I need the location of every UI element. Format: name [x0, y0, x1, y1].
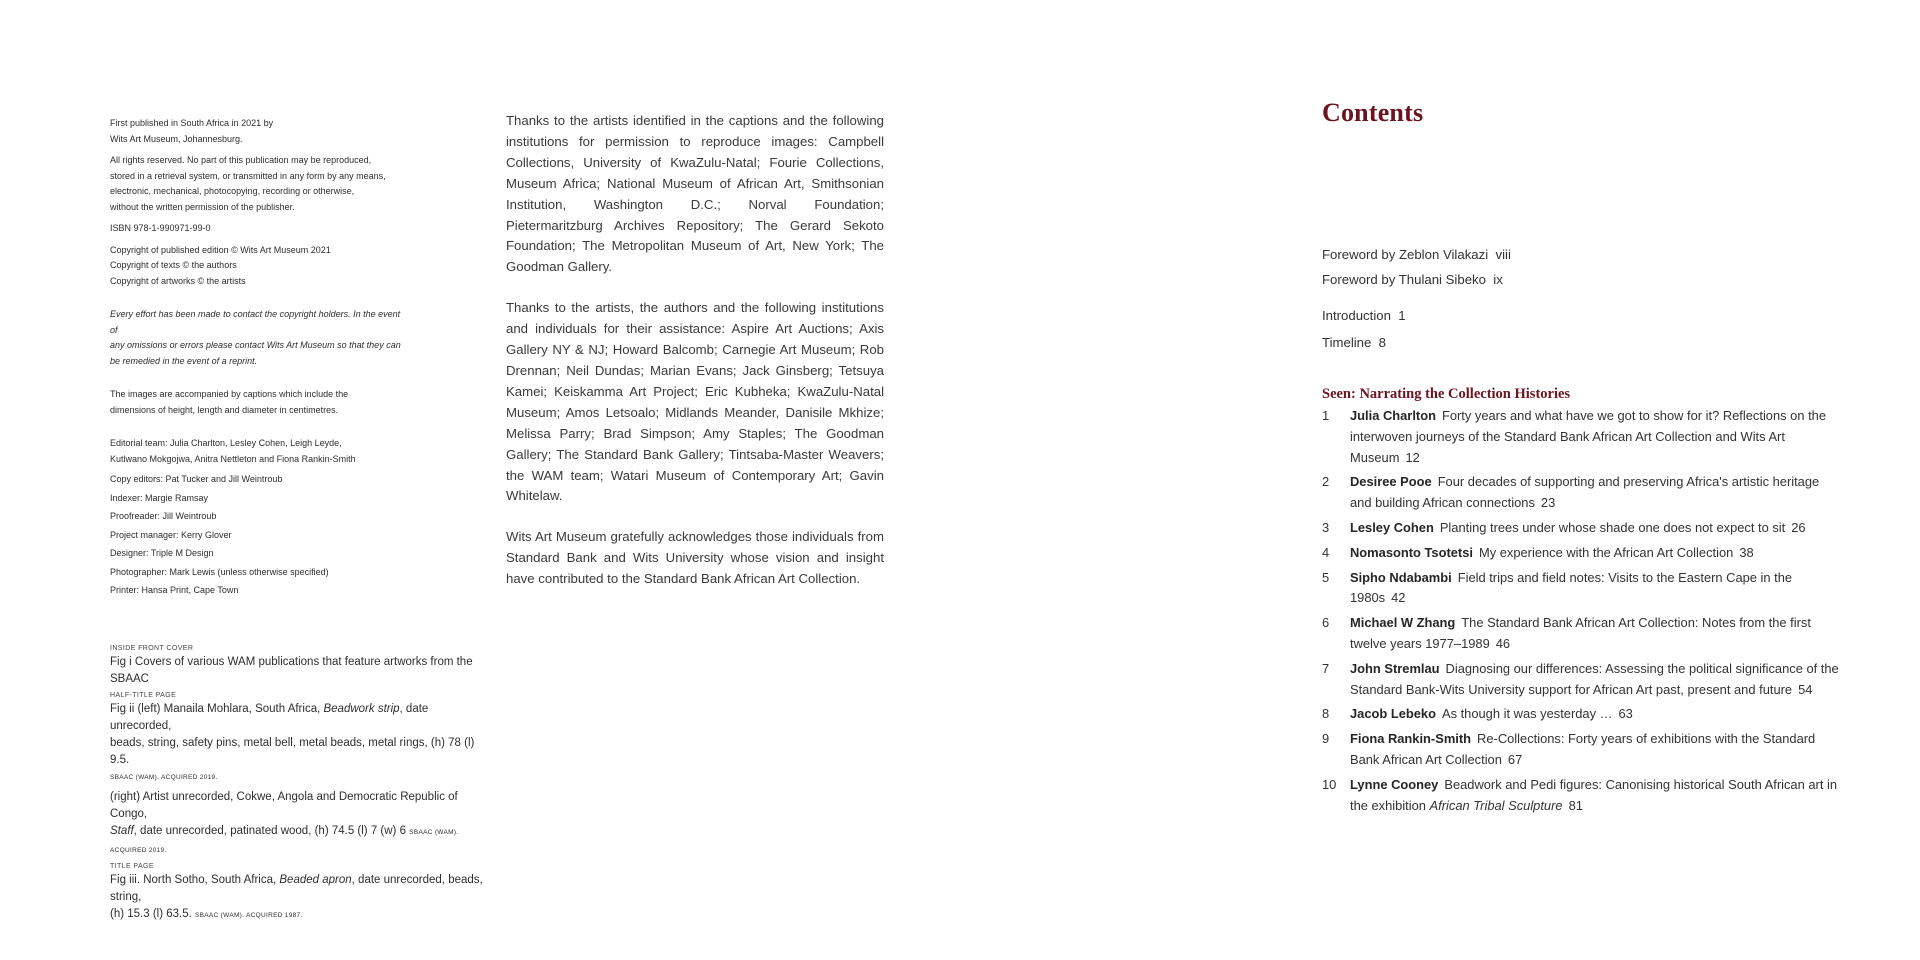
caption-text: , date unrecorded, beads, string, [110, 874, 483, 903]
chapter-page: 46 [1495, 635, 1511, 651]
rights-line: All rights reserved. No part of this publication may be reproduced, [110, 155, 372, 165]
toc-entry[interactable] [1322, 242, 1842, 267]
toc-label: Foreword by Thulani Sibeko [1322, 272, 1486, 287]
chapter-body [1350, 729, 1842, 771]
rights-line: stored in a retrieval system, or transmitted in any form by any means, [110, 170, 386, 181]
figure-captions [110, 641, 490, 924]
toc-entry[interactable] [1322, 302, 1842, 329]
acquisition-note: SBAAC (WAM). ACQUIRED 2019. [110, 774, 218, 781]
chapter-body [1350, 472, 1842, 514]
caption-text: , date unrecorded, [110, 703, 429, 732]
chapter-title: As though it was yesterday … [1441, 706, 1613, 722]
artwork-title: Staff [110, 825, 134, 837]
chapter-body [1350, 775, 1842, 817]
chapter-title: Re-Collections: Forty years of exhibitions with the Standard Bank African Art Collection [1350, 731, 1816, 767]
chapter-body [1350, 659, 1842, 701]
chapter-body [1350, 518, 1842, 539]
chapter-number: 10 [1322, 776, 1337, 792]
editorial-team: Kutlwano Mokgojwa, Anitra Nettleton and Fiona Rankin-Smith [110, 453, 356, 464]
chapter-body [1350, 568, 1842, 610]
effort-line: Every effort has been made to contact the copyright holders. In the event of [110, 309, 401, 335]
chapter-number: 2 [1322, 474, 1330, 490]
effort-line: be remedied in the event of a reprint. [110, 355, 258, 366]
intro-list [1322, 302, 1842, 356]
chapter-entry[interactable] [1322, 659, 1842, 701]
chapter-body [1350, 543, 1842, 564]
chapter-author: Julia Charlton [1350, 408, 1436, 423]
chapter-title: Field trips and field notes: Visits to the Eastern Cape in the 1980s [1350, 569, 1793, 606]
acknowledgement-paragraph: Thanks to the artists identified in the captions and the following institutions for permission to reproduce images: Campbell Collections, University of KwaZulu-Natal; Fourie Collections, Museum Africa; National Museum of African Art, Smithsonian Institution, Washington D.C.; Norval Foundation; Pietermaritzburg Archives Repository; The Gerard Sekoto Foundation; The Metropolitan Museum of Art, New York; The Goodman Gallery. [506, 113, 884, 275]
caption-text: , date unrecorded, patinated wood, (h) 74.5 (l) 7 (w) 6 [133, 825, 410, 837]
chapter-entry[interactable] [1322, 775, 1842, 817]
toc-label: Foreword by Zeblon Vilakazi [1322, 247, 1489, 262]
chapter-title: My experience with the African Art Collection [1478, 544, 1734, 560]
caption-text: Fig ii (left) Manaila Mohlara, South Africa, [110, 703, 324, 715]
chapter-entry[interactable] [1322, 406, 1842, 468]
toc-page: 8 [1378, 335, 1387, 350]
caption-text: (h) 15.3 (l) 63.5. [110, 908, 196, 920]
chapter-title: Four decades of supporting and preserving Africa's artistic heritage and building African connections [1350, 474, 1820, 511]
chapter-body [1350, 406, 1842, 468]
chapter-page: 81 [1568, 797, 1583, 813]
chapter-title: Planting trees under whose shade one does not expect to sit [1439, 519, 1786, 535]
chapter-author: Desiree Pooe [1350, 474, 1432, 490]
acquisition-note: SBAAC (WAM). ACQUIRED 1987. [195, 912, 303, 919]
publisher-line: Wits Art Museum, Johannesburg. [110, 133, 243, 144]
images-note-line: The images are accompanied by captions which include the [110, 389, 349, 399]
caption-fig-ii-materials: beads, string, safety pins, metal bell, metal beads, metal rings, (h) 78 (l) 9.5. [110, 737, 475, 766]
credit-line: Designer: Triple M Design [110, 548, 214, 558]
chapter-title: The Standard Bank African Art Collection: Notes from the first twelve years 1977–1989 [1350, 615, 1811, 651]
toc-label: Timeline [1322, 335, 1372, 350]
isbn: ISBN 978-1-990971-99-0 [110, 223, 211, 233]
copyright-line: Copyright of published edition © Wits Art Museum 2021 [110, 244, 331, 255]
caption-fig-iii-detail [110, 906, 490, 924]
acknowledgement-paragraph: Thanks to the artists, the authors and the following institutions and individuals for their assistance: Aspire Art Auctions; Axis Gallery NY & NJ; Howard Balcomb; Carnegie Art Museum; Rob Drennan; Neil Dundas; Marian Evans; Jack Ginsberg; Tetsuya Kamei; Keiskamma Art Project; Eric Kubheka; KwaZulu-Natal Museum; Amos Letsoalo; Midlands Meander, Danisile Mkhize; Melissa Parry; Brad Simpson; Amy Staples; The Goodman Gallery; The Standard Bank Gallery; Tintsaba-Master Weavers; the WAM team; Watari Museum of Contemporary Art; Gavin Whitelaw. [506, 300, 884, 504]
caption-fig-ii-right: (right) Artist unrecorded, Cokwe, Angola and Democratic Republic of Congo, [110, 791, 458, 820]
table-of-contents [1322, 98, 1842, 820]
chapter-number: 1 [1322, 408, 1330, 423]
chapter-entry[interactable] [1322, 568, 1842, 610]
chapter-page: 42 [1391, 590, 1406, 606]
chapter-title: Beadwork and Pedi figures: Canonising historical South African art in the exhibition [1350, 776, 1838, 813]
chapter-entry[interactable] [1322, 729, 1842, 771]
chapter-body [1350, 704, 1842, 725]
chapter-page: 12 [1405, 449, 1420, 465]
chapter-entry[interactable] [1322, 543, 1842, 564]
caption-fig-i: Fig i Covers of various WAM publications that feature artworks from the SBAAC [110, 656, 473, 685]
chapter-title: Diagnosing our differences: Assessing the political significance of the Standard Bank-Wits University support for African Art past, present and future [1350, 660, 1839, 697]
toc-page: viii [1495, 247, 1511, 262]
chapter-page: 63 [1618, 706, 1633, 722]
caption-label: HALF-TITLE PAGE [110, 692, 177, 699]
chapter-list [1322, 406, 1842, 771]
chapter-author: Jacob Lebeko [1350, 706, 1436, 722]
imprint-block [110, 116, 410, 606]
images-note-line: dimensions of height, length and diameter in centimetres. [110, 404, 339, 415]
artwork-title: Beadwork strip [323, 703, 400, 715]
chapter-entry[interactable] [1322, 613, 1842, 655]
chapter-author: Lesley Cohen [1350, 519, 1434, 535]
chapter-entry[interactable] [1322, 518, 1842, 539]
credit-line: Printer: Hansa Print, Cape Town [110, 585, 239, 595]
caption-text: Fig iii. North Sotho, South Africa, [110, 874, 280, 886]
chapter-number: 4 [1322, 544, 1330, 560]
chapter-title: Forty years and what have we got to show for it? Reflections on the interwoven journeys of the Standard Bank African Art Collection and Wits Art Museum [1350, 408, 1827, 465]
copyright-line: Copyright of artworks © the artists [110, 275, 246, 286]
rights-line: electronic, mechanical, photocopying, recording or otherwise, [110, 186, 355, 196]
chapter-number: 5 [1322, 569, 1330, 585]
caption-label: INSIDE FRONT COVER [110, 645, 194, 652]
chapter-page: 38 [1739, 544, 1754, 560]
chapter-number: 9 [1322, 731, 1330, 747]
credit-line: Photographer: Mark Lewis (unless otherwise specified) [110, 566, 329, 577]
credit-line: Proofreader: Jill Weintroub [110, 511, 217, 521]
credit-line: Copy editors: Pat Tucker and Jill Weintroub [110, 474, 283, 484]
toc-entry[interactable] [1322, 267, 1842, 292]
chapter-entry[interactable] [1322, 704, 1842, 725]
chapter-author: Sipho Ndabambi [1350, 569, 1452, 585]
publisher-line: First published in South Africa in 2021 by [110, 118, 274, 128]
toc-page: 1 [1398, 308, 1406, 323]
toc-label: Introduction [1322, 308, 1391, 323]
chapter-number: 7 [1322, 660, 1330, 676]
editorial-team: Editorial team: Julia Charlton, Lesley Cohen, Leigh Leyde, [110, 438, 342, 448]
chapter-number: 6 [1322, 615, 1330, 631]
front-matter-list [1322, 242, 1842, 292]
chapter-author: Lynne Cooney [1350, 776, 1439, 792]
chapter-author: Nomasonto Tsotetsi [1350, 544, 1473, 560]
caption-fig-ii [110, 701, 490, 735]
chapter-author: John Stremlau [1350, 660, 1440, 676]
chapter-entry[interactable] [1322, 472, 1842, 514]
chapter-page: 67 [1507, 751, 1523, 767]
acknowledgements [506, 111, 884, 610]
credit-line: Project manager: Kerry Glover [110, 529, 232, 540]
section-heading: Seen: Narrating the Collection Histories [1322, 386, 1571, 402]
chapter-page: 23 [1540, 495, 1556, 511]
credit-line: Indexer: Margie Ramsay [110, 492, 209, 503]
rights-line: without the written permission of the publisher. [110, 201, 295, 212]
toc-page: ix [1493, 272, 1503, 287]
caption-fig-iii [110, 872, 490, 906]
copyright-line: Copyright of texts © the authors [110, 260, 237, 270]
chapter-page: 54 [1798, 681, 1813, 697]
effort-line: any omissions or errors please contact Wits Art Museum so that they can [110, 340, 401, 350]
acknowledgement-paragraph: Wits Art Museum gratefully acknowledges those individuals from Standard Bank and Wits University whose vision and insight have contributed to the Standard Bank African Art Collection. [506, 529, 884, 587]
caption-label: TITLE PAGE [110, 863, 154, 870]
acquisition-note: SBAAC (WAM). ACQUIRED 2019. [110, 829, 459, 854]
chapter-number: 8 [1322, 706, 1330, 722]
contents-title: Contents [1322, 98, 1424, 127]
chapter-title-italic: African Tribal Sculpture [1429, 797, 1563, 813]
toc-entry[interactable] [1322, 329, 1842, 356]
caption-fig-ii-right-detail [110, 823, 490, 859]
chapter-author: Fiona Rankin-Smith [1350, 731, 1472, 747]
chapter-page: 26 [1791, 519, 1806, 535]
chapter-number: 3 [1322, 519, 1330, 535]
chapter-body [1350, 613, 1842, 655]
artwork-title: Beaded apron [279, 874, 352, 886]
chapter-author: Michael W Zhang [1350, 615, 1456, 631]
